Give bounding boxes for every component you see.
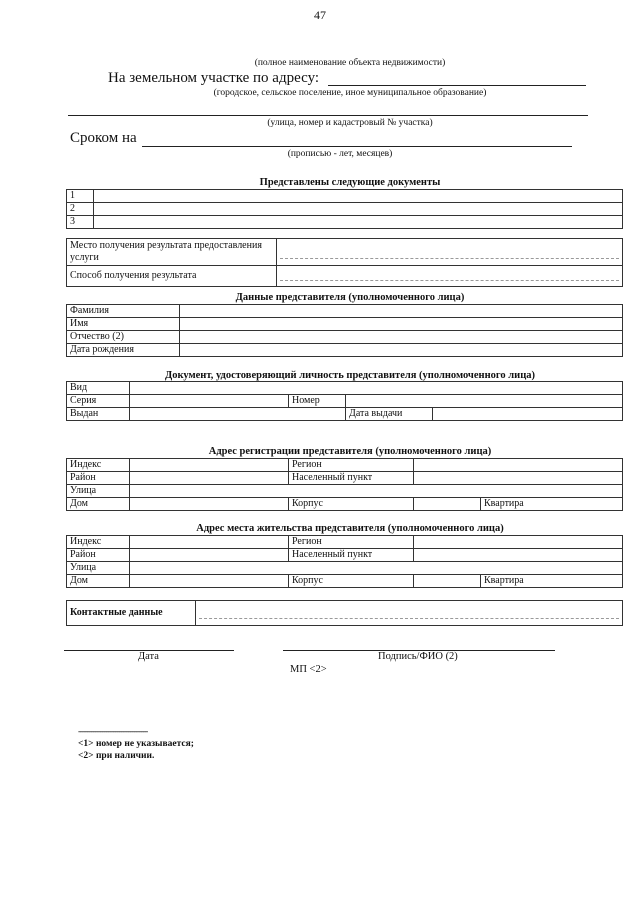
- table-row: [67, 318, 623, 331]
- birthdate-label: Дата рождения: [67, 344, 180, 357]
- table-row: [67, 549, 623, 562]
- res-region-field[interactable]: [414, 536, 623, 549]
- table-row: [67, 498, 623, 511]
- table-row: [67, 472, 623, 485]
- res-index-field[interactable]: [130, 536, 289, 549]
- res-district-label: Район: [67, 549, 130, 562]
- reg-district-label: Район: [67, 472, 130, 485]
- doc-series-field[interactable]: [130, 395, 289, 408]
- res-street-label: Улица: [67, 562, 130, 575]
- reg-apartment-label: Квартира: [484, 498, 524, 509]
- reg-index-label: Индекс: [67, 459, 130, 472]
- table-row: [67, 485, 623, 498]
- reg-house-field[interactable]: [130, 498, 289, 511]
- term-caption: (прописью - лет, месяцев): [287, 149, 393, 159]
- identity-doc-table: [66, 381, 623, 421]
- doc-series-label: Серия: [67, 395, 130, 408]
- reg-address-title: Адрес регистрации представителя (уполномоченного лица): [208, 446, 492, 457]
- res-address-table: [66, 535, 623, 588]
- term-line[interactable]: [142, 146, 572, 147]
- reg-region-field[interactable]: [414, 459, 623, 472]
- reg-locality-label: Населенный пункт: [289, 472, 414, 485]
- doc-issued-label: Выдан: [67, 408, 130, 421]
- reg-building-label: Корпус: [289, 498, 414, 511]
- res-street-field[interactable]: [130, 562, 623, 575]
- result-place-label: Место получения результата предоставления услуги: [67, 239, 277, 266]
- representative-title: Данные представителя (уполномоченного лица): [235, 292, 465, 303]
- identity-doc-title: Документ, удостоверяющий личность представителя (уполномоченного лица): [164, 370, 535, 381]
- reg-apartment-cell[interactable]: [481, 498, 623, 511]
- municipality-caption: (городское, сельское поселение, иное муниципальное образование): [213, 88, 487, 98]
- reg-index-field[interactable]: [130, 459, 289, 472]
- row-number: 2: [67, 203, 94, 216]
- term-label: Сроком на: [70, 130, 137, 146]
- table-row: [67, 575, 623, 588]
- table-row: [67, 601, 623, 626]
- table-row: [67, 382, 623, 395]
- contacts-table: [66, 600, 623, 626]
- doc-issue-date-label: Дата выдачи: [346, 408, 433, 421]
- signature-label: Подпись/ФИО (2): [378, 651, 458, 662]
- table-row: [67, 305, 623, 318]
- reg-building-field[interactable]: [414, 498, 481, 511]
- table-row: [67, 239, 623, 266]
- name-label: Имя: [67, 318, 180, 331]
- doc-issue-date-field[interactable]: [433, 408, 623, 421]
- result-table: [66, 238, 623, 287]
- reg-region-label: Регион: [289, 459, 414, 472]
- contacts-field[interactable]: [196, 601, 623, 626]
- res-district-field[interactable]: [130, 549, 289, 562]
- res-apartment-cell[interactable]: [481, 575, 623, 588]
- table-row: [67, 216, 623, 229]
- table-row: [67, 408, 623, 421]
- row-number: 3: [67, 216, 94, 229]
- res-index-label: Индекс: [67, 536, 130, 549]
- doc-type-label: Вид: [67, 382, 130, 395]
- documents-table: [66, 189, 623, 229]
- table-row: [67, 331, 623, 344]
- reg-street-label: Улица: [67, 485, 130, 498]
- surname-field[interactable]: [180, 305, 623, 318]
- object-name-caption: (полное наименование объекта недвижимости): [254, 58, 446, 68]
- res-building-field[interactable]: [414, 575, 481, 588]
- doc-number-field[interactable]: [346, 395, 623, 408]
- reg-address-table: [66, 458, 623, 511]
- footnote-1: <1> номер не указывается;: [78, 739, 194, 749]
- res-building-label: Корпус: [289, 575, 414, 588]
- reg-street-field[interactable]: [130, 485, 623, 498]
- table-row: [67, 395, 623, 408]
- table-row: [67, 203, 623, 216]
- table-row: [67, 459, 623, 472]
- table-row: [67, 266, 623, 287]
- patronymic-field[interactable]: [180, 331, 623, 344]
- stamp-label: МП <2>: [290, 664, 327, 675]
- date-label: Дата: [138, 651, 159, 662]
- res-locality-field[interactable]: [414, 549, 623, 562]
- patronymic-label: Отчество (2): [67, 331, 180, 344]
- surname-label: Фамилия: [67, 305, 180, 318]
- footnote-2: <2> при наличии.: [78, 751, 155, 761]
- doc-issued-field[interactable]: [130, 408, 346, 421]
- res-house-field[interactable]: [130, 575, 289, 588]
- result-method-field[interactable]: [277, 266, 623, 287]
- res-address-title: Адрес места жительства представителя (уполномоченного лица): [196, 523, 504, 534]
- table-row: [67, 344, 623, 357]
- table-row: [67, 190, 623, 203]
- row-number: 1: [67, 190, 94, 203]
- reg-locality-field[interactable]: [414, 472, 623, 485]
- res-house-label: Дом: [67, 575, 130, 588]
- birthdate-field[interactable]: [180, 344, 623, 357]
- result-method-label: Способ получения результата: [67, 266, 277, 287]
- contacts-label: Контактные данные: [67, 601, 196, 626]
- land-address-line[interactable]: [328, 85, 586, 86]
- street-line[interactable]: [68, 115, 588, 116]
- documents-title: Представлены следующие документы: [259, 177, 441, 188]
- res-region-label: Регион: [289, 536, 414, 549]
- name-field[interactable]: [180, 318, 623, 331]
- land-address-label: На земельном участке по адресу:: [108, 70, 320, 86]
- res-apartment-label: Квартира: [484, 575, 524, 586]
- res-locality-label: Населенный пункт: [289, 549, 414, 562]
- doc-type-field[interactable]: [130, 382, 623, 395]
- page-number: 47: [314, 8, 326, 22]
- street-caption: (улица, номер и кадастровый № участка): [267, 118, 433, 128]
- document-field[interactable]: [94, 190, 623, 203]
- document-field[interactable]: [94, 203, 623, 216]
- reg-house-label: Дом: [67, 498, 130, 511]
- document-field[interactable]: [94, 216, 623, 229]
- representative-table: [66, 304, 623, 357]
- footnote-divider: --------------------------------: [78, 727, 148, 737]
- result-place-field[interactable]: [277, 239, 623, 266]
- table-row: [67, 536, 623, 549]
- doc-number-label: Номер: [289, 395, 346, 408]
- reg-district-field[interactable]: [130, 472, 289, 485]
- table-row: [67, 562, 623, 575]
